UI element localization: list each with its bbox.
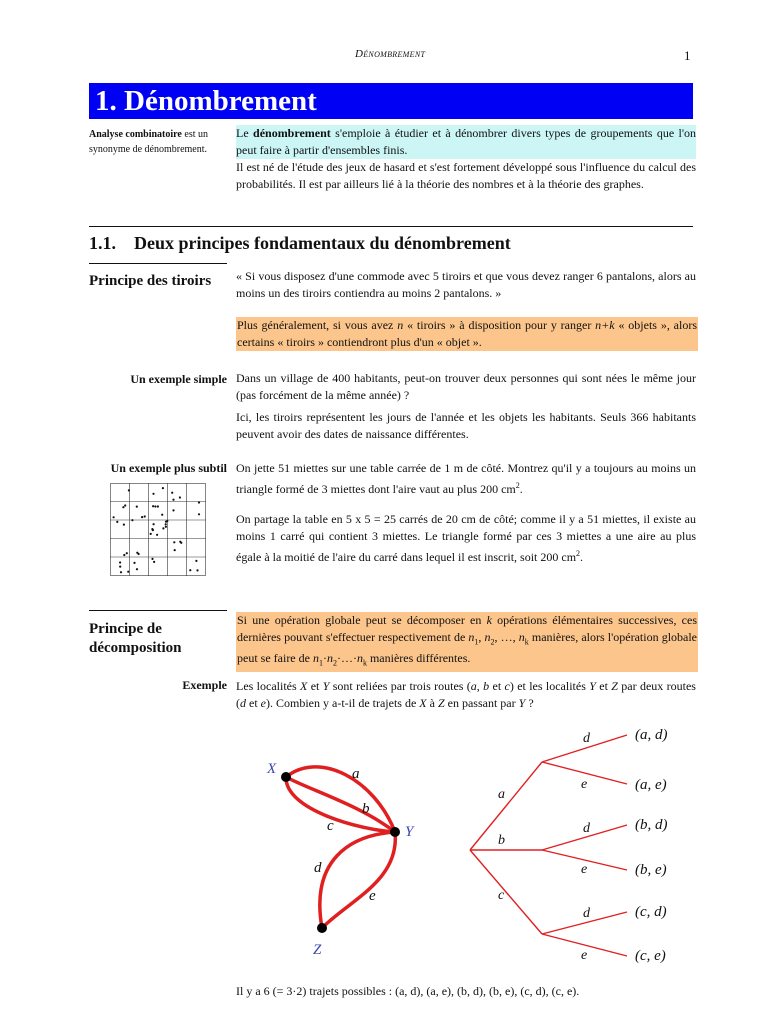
label-route-e: e xyxy=(369,888,376,904)
dec-sep1: , xyxy=(478,630,485,644)
crumb-dot xyxy=(195,560,197,562)
page-number: 1 xyxy=(684,48,691,63)
crumb-dot xyxy=(166,520,168,522)
label-z: Z xyxy=(313,942,322,958)
label-y: Y xyxy=(405,824,414,840)
tiroirs-heading: Principe des tiroirs xyxy=(89,273,212,289)
dec-prod-a-sub: 1 xyxy=(318,658,323,668)
tree-label-ce: e xyxy=(581,948,588,963)
grid-lines xyxy=(110,483,206,576)
crumb-dot xyxy=(120,571,122,573)
tree-label-bd: d xyxy=(583,821,590,836)
crumb-dot xyxy=(116,521,118,523)
crumb-dot xyxy=(198,513,200,515)
crumb-dot xyxy=(144,515,146,517)
dec-n1: n xyxy=(468,630,475,644)
crumb-dot xyxy=(174,549,176,551)
tree-label-be: e xyxy=(581,862,588,877)
intro-def-term: dénombrement xyxy=(253,126,331,140)
leaf-ae: (a, e) xyxy=(635,777,667,793)
side-note-term: Analyse combinatoire xyxy=(89,129,182,140)
crumb-dot xyxy=(153,561,155,563)
grid-border xyxy=(111,484,206,576)
intro-definition xyxy=(236,125,696,159)
ex-t2: et xyxy=(307,679,323,693)
conclusion-text: Il y a 6 (= 3·2) trajets possibles : (a, d), (a, e), (b, d), (b, e), (c, d), (c, e). xyxy=(236,984,580,998)
crumb-dot xyxy=(141,516,143,518)
example-subtil-p2 xyxy=(236,511,696,566)
example-subtil-p1-sup: 2 xyxy=(515,481,520,490)
route-d xyxy=(320,832,395,928)
tiroirs-rule xyxy=(89,263,227,264)
ex-t9: et xyxy=(246,696,261,710)
exemple-label: Exemple xyxy=(182,678,227,692)
tiroirs-quote: « Si vous disposez d'une commode avec 5 tiroirs et que vous devez ranger 6 pantalons, alors au moins un des tiroirs contiendra au moins 2 pantalons. » xyxy=(236,269,696,300)
crumb-dot xyxy=(154,505,156,507)
leaf-bd: (b, d) xyxy=(635,817,668,833)
node-x xyxy=(281,772,291,782)
node-z xyxy=(317,923,327,933)
label-route-c: c xyxy=(327,818,334,834)
dec-prod-b: n xyxy=(326,651,333,666)
crumb-dot xyxy=(131,519,133,521)
chapter-banner xyxy=(89,83,693,119)
crumb-dot xyxy=(152,505,154,507)
label-route-b: b xyxy=(362,801,370,817)
dec-dot1: · xyxy=(322,651,327,666)
crumb-dot xyxy=(119,561,121,563)
tiroirs-general-c: « objets », alors certains « tiroirs » contiendront plus d'un « objet ». xyxy=(237,318,697,349)
crumb-dot xyxy=(179,496,181,498)
ex-d: d xyxy=(240,696,246,710)
decomposition-rule xyxy=(89,610,227,611)
label-x: X xyxy=(267,761,277,777)
ex-t8: par deux routes ( xyxy=(236,679,696,710)
example-subtil-p2-end: . xyxy=(580,550,584,564)
branch-a xyxy=(470,762,542,850)
crumb-dot xyxy=(152,493,154,495)
crumb-dot xyxy=(162,527,164,529)
crumb-dot xyxy=(136,506,138,508)
ex-c: c xyxy=(504,679,510,693)
crumb-dot xyxy=(165,526,167,528)
ex-Z: Z xyxy=(611,679,618,693)
example-subtil-p1-text: On jette 51 miettes sur une table carrée de 1 m de côté. Montrez qu'il y a toujours au moins un triangle formé de 3 miettes dont l'aire vaut au plus 200 cm xyxy=(236,461,696,496)
crumb-dot xyxy=(123,524,125,526)
tree-branches xyxy=(470,735,627,956)
ex-X2: X xyxy=(419,696,427,710)
decomposition-rule-text xyxy=(236,612,698,672)
crumb-dot xyxy=(151,558,153,560)
ex-t4: , xyxy=(476,679,484,693)
dec-n2: n xyxy=(484,630,491,644)
tree-label-cd: d xyxy=(583,906,590,921)
ex-t1: Les localités xyxy=(236,679,301,693)
label-route-d: d xyxy=(314,860,322,876)
dec-nk-sub: k xyxy=(524,637,529,647)
crumb-dot xyxy=(136,552,138,554)
crumb-dot xyxy=(172,509,174,511)
example-subtil-label: Un exemple plus subtil xyxy=(110,461,227,475)
dec-text-b: opérations élémentaires successives, ces dernières pouvant s'effectuer respectivement de xyxy=(237,613,697,644)
dec-prod-c-sub: k xyxy=(362,658,367,668)
crumb-dot xyxy=(172,499,174,501)
ex-t13: ? xyxy=(525,696,534,710)
crumb-dot xyxy=(196,569,198,571)
crumb-dot xyxy=(173,541,175,543)
crumb-dot xyxy=(113,516,115,518)
crumb-dot xyxy=(122,506,124,508)
ex-t10: ). Combien y a-t-il de trajets de xyxy=(266,696,420,710)
crumb-dot xyxy=(128,489,130,491)
ex-a: a xyxy=(470,679,477,693)
dec-n2-sub: 2 xyxy=(490,637,495,647)
routes xyxy=(286,767,395,928)
ex-t12: en passant par xyxy=(444,696,519,710)
crumbs-grid-figure xyxy=(110,483,206,576)
example-simple-text xyxy=(236,370,696,443)
exemple-text xyxy=(236,678,696,712)
running-header: Dénombrement xyxy=(355,48,426,60)
intro-def-start: Le xyxy=(236,126,254,140)
intro-text xyxy=(236,125,696,193)
side-note-text: est un synonyme de dénombrement. xyxy=(89,129,208,155)
tiroirs-general-n: n xyxy=(397,318,404,332)
example-subtil-p2-text: On partage la table en 5 x 5 = 25 carrés de 20 cm de côté; comme il y a 51 miettes, il existe au moins 1 carré qui contient 3 miettes. Le triangle formé par ces 3 miettes a une aire au plus égale à la moitié de l'aire du carré dans lequel il est inscrit, soit 200 cm xyxy=(236,512,696,564)
tiroirs-general-b: « tiroirs » à disposition pour y ranger xyxy=(403,318,596,332)
dec-prod-c: n xyxy=(356,651,363,666)
crumb-dot xyxy=(136,568,138,570)
tiroirs-general xyxy=(236,317,698,351)
crumb-dot xyxy=(161,514,163,516)
branch-c xyxy=(470,850,542,934)
example-simple-p2: Ici, les tiroirs représentent les jours de l'année et les objets les habitants. Seuls 366 habitants peuvent avoir des dates de naissance différentes. xyxy=(236,410,696,441)
dec-nk: n xyxy=(518,630,525,644)
section-rule xyxy=(89,226,693,227)
tiroirs-general-a: Plus généralement, si vous avez xyxy=(237,318,398,332)
ex-b: b xyxy=(483,679,490,693)
dec-dot2: ·…· xyxy=(336,651,357,666)
crumb-dot xyxy=(198,501,200,503)
crumb-dot xyxy=(151,528,153,530)
crumb-dot xyxy=(119,566,121,568)
example-subtil-p2-sup: 2 xyxy=(576,549,581,558)
crumb-dot xyxy=(153,523,155,525)
dec-sep2: , …, xyxy=(494,630,519,644)
side-note xyxy=(89,127,229,157)
ex-Y: Y xyxy=(322,679,330,693)
dec-k: k xyxy=(486,613,492,627)
tree-label-ae: e xyxy=(581,777,588,792)
tree-label-ad: d xyxy=(583,731,590,746)
ex-e: e xyxy=(260,696,266,710)
tree-label-b: b xyxy=(498,833,505,848)
crumb-dot xyxy=(156,534,158,536)
crumb-dot xyxy=(123,554,125,556)
dec-text-c: manières, alors l'opération globale peut se faire de xyxy=(237,630,698,666)
section-title: 1.1. Deux principes fondamentaux du dénombrement xyxy=(89,233,511,253)
example-subtil-p1 xyxy=(236,460,696,498)
crumb-dot xyxy=(189,569,191,571)
crumb-dot xyxy=(171,492,173,494)
leaf-be: (b, e) xyxy=(635,862,667,878)
paths-tree-diagram xyxy=(460,722,700,972)
label-route-a: a xyxy=(352,766,360,782)
leaf-ad: (a, d) xyxy=(635,727,668,743)
crumb-dot xyxy=(124,504,126,506)
leaf-cd: (c, d) xyxy=(635,904,667,920)
dec-text-d: manières différentes. xyxy=(366,651,471,666)
crumb-dot xyxy=(127,571,129,573)
crumb-dot xyxy=(179,541,181,543)
crumbs xyxy=(113,487,201,573)
ex-Z2: Z xyxy=(437,696,445,710)
decomposition-heading: Principe de décomposition xyxy=(89,621,182,656)
tree-label-a: a xyxy=(498,787,505,802)
ex-t5: et xyxy=(489,679,505,693)
ex-Y2: Y xyxy=(589,679,596,693)
ex-t6: ) et les localités xyxy=(509,679,590,693)
crumb-dot xyxy=(157,505,159,507)
example-simple-p1: Dans un village de 400 habitants, peut-on trouver deux personnes qui sont nées le même jour (pas forcément de la même année) ? xyxy=(236,371,696,402)
dec-prod-a: n xyxy=(312,651,319,666)
route-e xyxy=(322,832,395,928)
crumb-dot xyxy=(133,562,135,564)
example-subtil-text xyxy=(236,460,696,566)
tiroirs-general-nk: n+k xyxy=(595,318,615,332)
crumb-dot xyxy=(150,533,152,535)
chapter-title: 1. Dénombrement xyxy=(95,85,317,117)
example-subtil-p1-end: . xyxy=(519,482,523,496)
intro-def-rest: s'emploie à étudier et à dénombrer divers types de groupements que l'on peut faire à partir d'ensembles finis. xyxy=(236,126,696,157)
crumb-dot xyxy=(165,523,167,525)
intro-history: Il est né de l'étude des jeux de hasard et s'est fortement développé sous l'influence du calcul des probabilités. Il est par ailleurs lié à la théorie des nombres et à la théorie des graphes. xyxy=(236,160,696,191)
leaf-ce: (c, e) xyxy=(635,948,666,964)
ex-t7: et xyxy=(595,679,612,693)
ex-t11: à xyxy=(426,696,438,710)
ex-t3: sont reliées par trois routes ( xyxy=(329,679,471,693)
tree-label-c: c xyxy=(498,888,505,903)
crumb-dot xyxy=(162,487,164,489)
crumb-dot xyxy=(126,552,128,554)
example-simple-label: Un exemple simple xyxy=(130,372,227,386)
ex-X: X xyxy=(300,679,308,693)
ex-Y3: Y xyxy=(518,696,526,710)
dec-text-a: Si une opération globale peut se décomposer en xyxy=(237,613,487,627)
node-y xyxy=(390,827,400,837)
dec-n1-sub: 1 xyxy=(474,637,479,647)
dec-prod-b-sub: 2 xyxy=(332,658,337,668)
routes-diagram xyxy=(250,750,420,965)
